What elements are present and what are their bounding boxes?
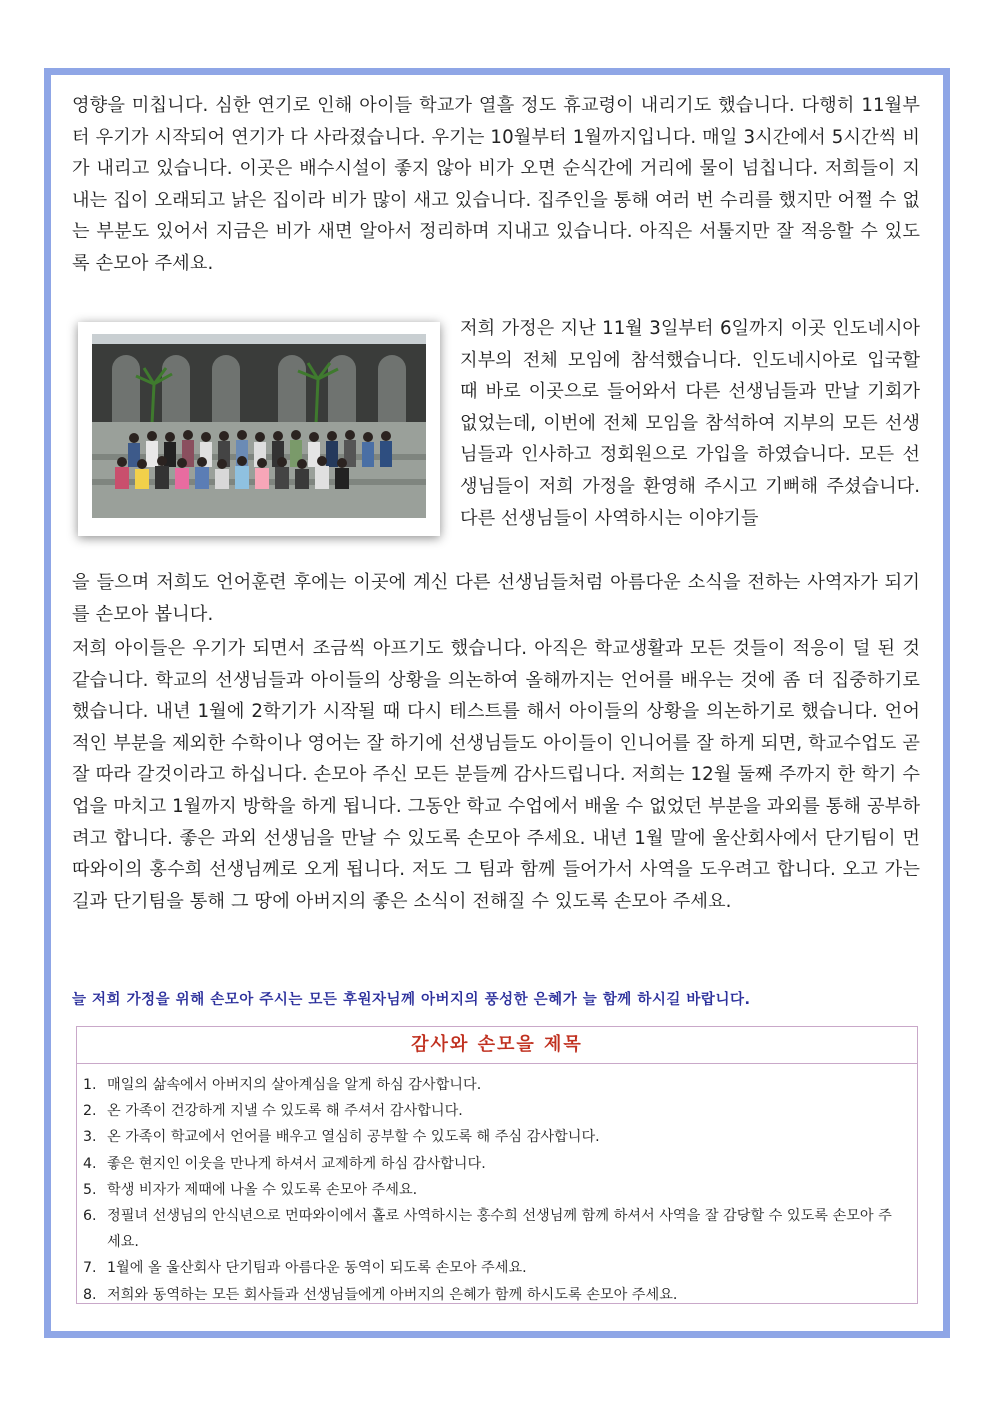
- prayer-box-title: 감사와 손모을 제목: [77, 1027, 917, 1064]
- prayer-requests-box: [76, 1026, 918, 1304]
- prayer-item-text: 정필녀 선생님의 안식년으로 먼따와이에서 홀로 사역하시는 홍수희 선생님께 함께 하셔서 사역을 잘 감당할 수 있도록 손모아 주세요.: [107, 1208, 892, 1251]
- prayer-item-number: 4.: [83, 1155, 97, 1172]
- body-paragraph-2-side: 저희 가정은 지난 11월 3일부터 6일까지 이곳 인도네시아 지부의 전체 모임에 참석했습니다. 인도네시아로 입국할 때 바로 이곳으로 들어와서 다른 선생님들과 만날 기회가 없었는데, 이번에 전체 모임을 참석하여 지부의 모든 선생님들과 인사하고 정회원으로 가입을 하였습니다. 모든 선생님들이 저희 가정을 환영해 주시고 기뻐해 주셨습니다. 다른 선생님들이 사역하시는 이야기들: [460, 318, 920, 529]
- body-paragraph-3: 저희 아이들은 우기가 되면서 조금씩 아프기도 했습니다. 아직은 학교생활과 모든 것들이 적응이 덜 된 것 같습니다. 학교의 선생님들과 아이들의 상황을 의논하여 올해까지는 언어를 배우는 것에 좀 더 집중하기로 했습니다. 내년 1월에 2학기가 시작될 때 다시 테스트를 해서 아이들의 상황을 의논하기로 했습니다. 언어적인 부분을 제외한 수학이나 영어는 잘 하기에 선생님들도 아이들이 인니어를 잘 하게 되면, 학교수업도 곧 잘 따라 갈것이라고 하십니다. 손모아 주신 모든 분들께 감사드립니다. 저희는 12월 둘째 주까지 한 학기 수업을 마치고 1월까지 방학을 하게 됩니다. 그동안 학교 수업에서 배울 수 없었던 부분을 과외를 통해 공부하려고 합니다. 좋은 과외 선생님을 만날 수 있도록 손모아 주세요. 내년 1월 말에 울산회사에서 단기팀이 먼따와이의 홍수희 선생님께로 오게 됩니다. 저도 그 팀과 함께 들어가서 사역을 도우려고 합니다. 오고 가는 길과 단기팀을 통해 그 땅에 아버지의 좋은 소식이 전해질 수 있도록 손모아 주세요.: [72, 638, 920, 912]
- prayer-item-text: 1월에 올 울산회사 단기팀과 아름다운 동역이 되도록 손모아 주세요.: [107, 1260, 527, 1277]
- body-paragraph-2-continued: 을 들으며 저희도 언어훈련 후에는 이곳에 계신 다른 선생님들처럼 아름다운 소식을 전하는 사역자가 되기를 손모아 봅니다.: [72, 572, 920, 625]
- prayer-item: [83, 1098, 917, 1124]
- prayer-item-text: 학생 비자가 제때에 나올 수 있도록 손모아 주세요.: [107, 1181, 418, 1198]
- prayer-item-text: 매일의 삶속에서 아버지의 살아계심을 알게 하심 감사합니다.: [107, 1077, 482, 1093]
- prayer-item-number: 7.: [83, 1260, 97, 1277]
- prayer-item-number: 5.: [83, 1181, 97, 1198]
- prayer-item: [83, 1282, 917, 1308]
- prayer-item: [83, 1072, 917, 1098]
- prayer-item: [83, 1177, 917, 1203]
- prayer-item: [83, 1203, 917, 1255]
- prayer-item-number: 8.: [83, 1286, 97, 1303]
- prayer-item: [83, 1151, 917, 1177]
- body-paragraph-1: 영향을 미칩니다. 심한 연기로 인해 아이들 학교가 열흘 정도 휴교령이 내리기도 했습니다. 다행히 11월부터 우기가 시작되어 연기가 다 사라졌습니다. 우기는 10월부터 1월까지입니다. 매일 3시간에서 5시간씩 비가 내리고 있습니다. 이곳은 배수시설이 좋지 않아 비가 오면 순식간에 거리에 물이 넘칩니다. 저희들이 지내는 집이 오래되고 낡은 집이라 비가 많이 새고 있습니다. 집주인을 통해 여러 번 수리를 했지만 어쩔 수 없는 부분도 있어서 지금은 비가 새면 알아서 정리하며 지내고 있습니다. 아직은 서툴지만 잘 적응할 수 있도록 손모아 주세요.: [72, 95, 920, 274]
- prayer-item-number: 6.: [83, 1208, 97, 1225]
- prayer-item-text: 온 가족이 학교에서 언어를 배우고 열심히 공부할 수 있도록 해 주심 감사합니다.: [107, 1129, 600, 1146]
- prayer-list: [77, 1064, 917, 1308]
- prayer-item-number: 3.: [83, 1129, 97, 1146]
- photo-frame: [78, 322, 440, 536]
- group-photo-image: [92, 334, 426, 518]
- prayer-item-text: 좋은 현지인 이웃을 만나게 하셔서 교제하게 하심 감사합니다.: [107, 1155, 486, 1172]
- prayer-item-number: 1.: [83, 1077, 97, 1093]
- prayer-item-number: 2.: [83, 1103, 97, 1120]
- prayer-item: [83, 1255, 917, 1281]
- prayer-item-text: 저희와 동역하는 모든 회사들과 선생님들에게 아버지의 은혜가 함께 하시도록 손모아 주세요.: [107, 1286, 678, 1303]
- prayer-item-text: 온 가족이 건강하게 지낼 수 있도록 해 주셔서 감사합니다.: [107, 1103, 463, 1120]
- prayer-item: [83, 1124, 917, 1150]
- blessing-line: 늘 저희 가정을 위해 손모아 주시는 모든 후원자님께 아버지의 풍성한 은혜가 늘 함께 하시길 바랍니다.: [72, 992, 751, 1008]
